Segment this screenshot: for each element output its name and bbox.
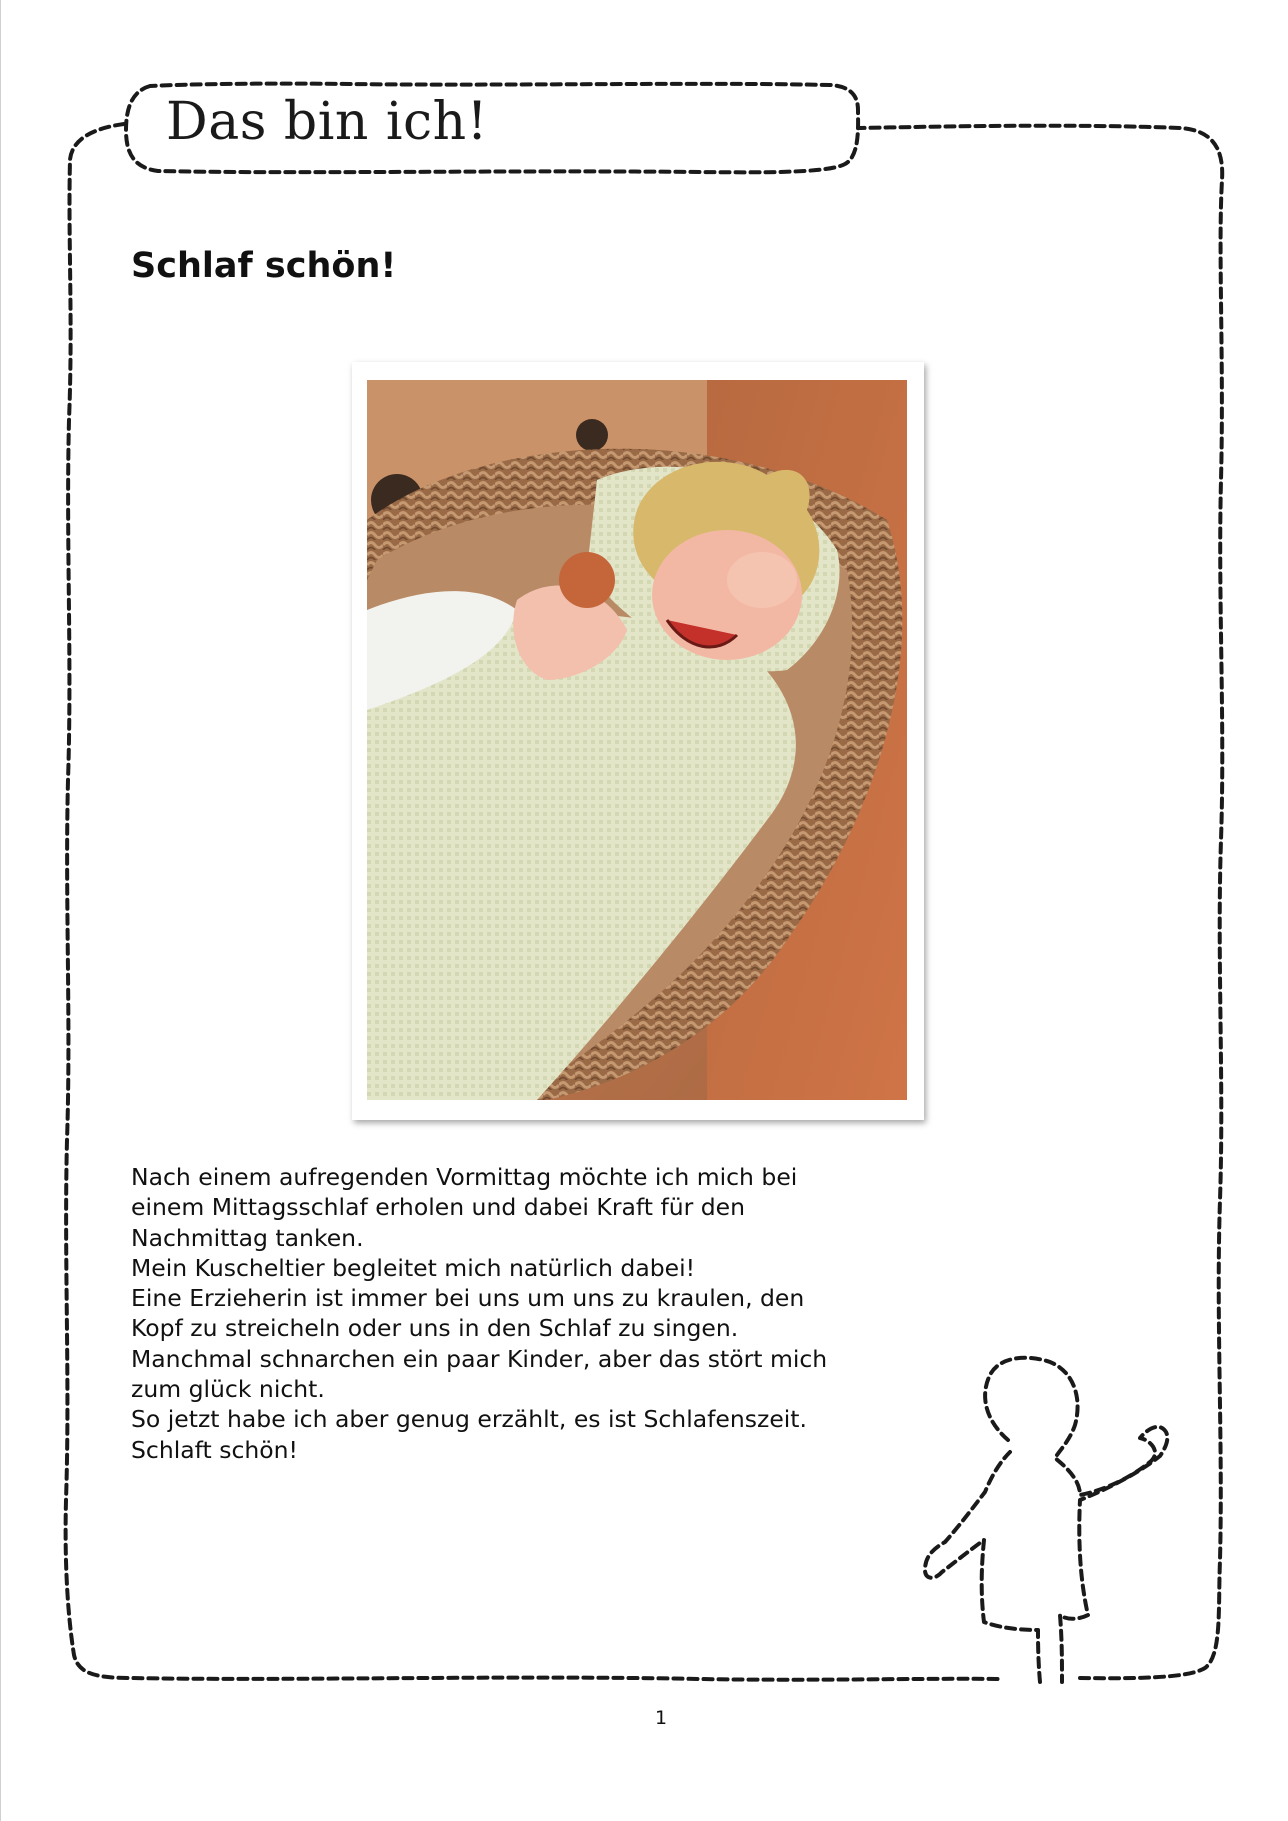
body-line: Eine Erzieherin ist immer bei uns um uns zu kraulen, den [131,1284,805,1313]
section-heading: Schlaf schön! [131,246,397,286]
body-text [131,1162,851,1465]
puppet-nose [727,552,797,608]
page-number: 1 [654,1707,668,1729]
cabinet-hole [576,419,608,451]
teddy [559,552,615,608]
photo-frame [352,362,924,1120]
body-line: Kopf zu streicheln oder uns in den Schlaf zu singen. [131,1314,739,1343]
child-figure-outline [925,1358,1167,1682]
body-line: einem Mittagsschlaf erholen und dabei Kraft für den [131,1193,746,1222]
body-line: Nach einem aufregenden Vormittag möchte ich mich bei [131,1163,798,1191]
body-line: Manchmal schnarchen ein paar Kinder, aber das stört mich [131,1344,828,1373]
body-line: Mein Kuscheltier begleitet mich natürlich dabei! [131,1253,696,1282]
page-title: Das bin ich! [166,92,488,152]
puppet-photo [367,380,907,1100]
body-line: zum glück nicht. [131,1375,325,1404]
body-line: Schlaft schön! [131,1435,298,1464]
body-line: So jetzt habe ich aber genug erzählt, es ist Schlafenszeit. [131,1405,807,1434]
body-line: Nachmittag tanken. [131,1223,364,1252]
